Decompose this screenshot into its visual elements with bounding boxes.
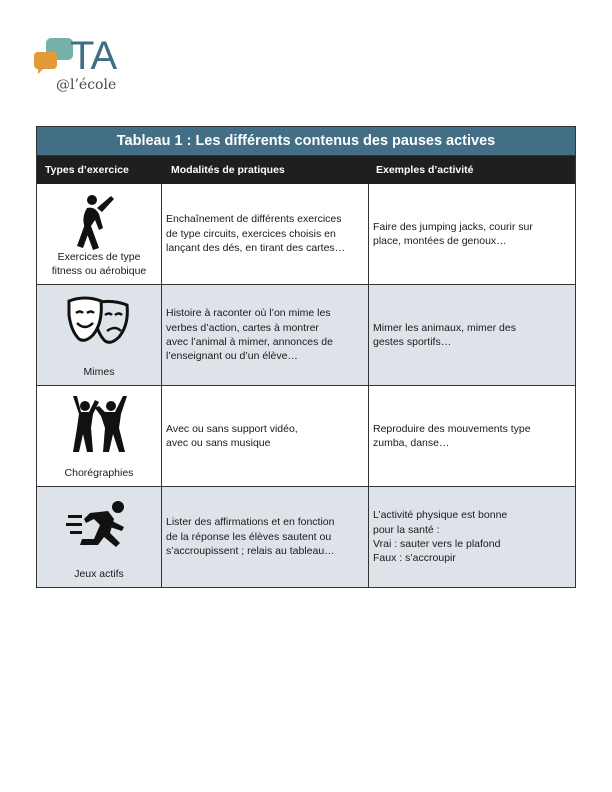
type-label: Jeux actifs — [74, 568, 124, 580]
modalites-cell: Enchaînement de différents exercices de type circuits, exercices choisis en lançant des dés, en tirant des cartes… — [162, 184, 369, 284]
speech-bubbles-icon — [34, 34, 74, 78]
type-cell — [37, 285, 162, 385]
exemples-cell: L’activité physique est bonne pour la santé : Vrai : sauter vers le plafond Faux : s’accroupir — [373, 509, 508, 565]
theater-masks-icon — [65, 293, 133, 353]
type-cell — [37, 184, 162, 284]
activities-table — [36, 126, 576, 588]
logo-text: TA — [70, 34, 117, 78]
logo — [34, 34, 134, 98]
modalites-cell: Histoire à raconter où l’on mime les verbes d’action, cartes à montrer avec l’animal à mimer, annonces de l’enseignant ou d’un élève… — [162, 285, 369, 385]
fitness-stretch-icon — [69, 192, 129, 252]
table-row — [37, 385, 575, 486]
type-label: Mimes — [83, 366, 115, 378]
type-cell — [37, 487, 162, 587]
table-header-row — [37, 156, 575, 184]
logo-subtitle: @l’école — [56, 77, 117, 93]
table-title: Tableau 1 : Les différents contenus des pauses actives — [37, 127, 575, 156]
running-person-icon — [64, 495, 134, 555]
header-exemples: Exemples d’activité — [376, 164, 474, 176]
type-label: Exercices de type fitness ou aérobique — [51, 251, 147, 277]
table-row — [37, 284, 575, 385]
type-cell — [37, 386, 162, 486]
modalites-cell: Lister des affirmations et en fonction de la réponse les élèves sautent ou s’accroupissent ; relais au tableau… — [162, 487, 369, 587]
type-label: Chorégraphies — [64, 467, 134, 479]
header-types: Types d’exercice — [45, 164, 129, 176]
header-modalites: Modalités de pratiques — [171, 164, 285, 176]
modalites-cell: Avec ou sans support vidéo, avec ou sans musique — [162, 386, 369, 486]
table-row — [37, 486, 575, 587]
exemples-cell: Mimer les animaux, mimer des gestes sportifs… — [373, 321, 516, 348]
table-row — [37, 184, 575, 284]
exemples-cell: Reproduire des mouvements type zumba, danse… — [373, 422, 531, 449]
exemples-cell: Faire des jumping jacks, courir sur place, montées de genoux… — [373, 220, 533, 247]
dancers-icon — [65, 394, 133, 456]
